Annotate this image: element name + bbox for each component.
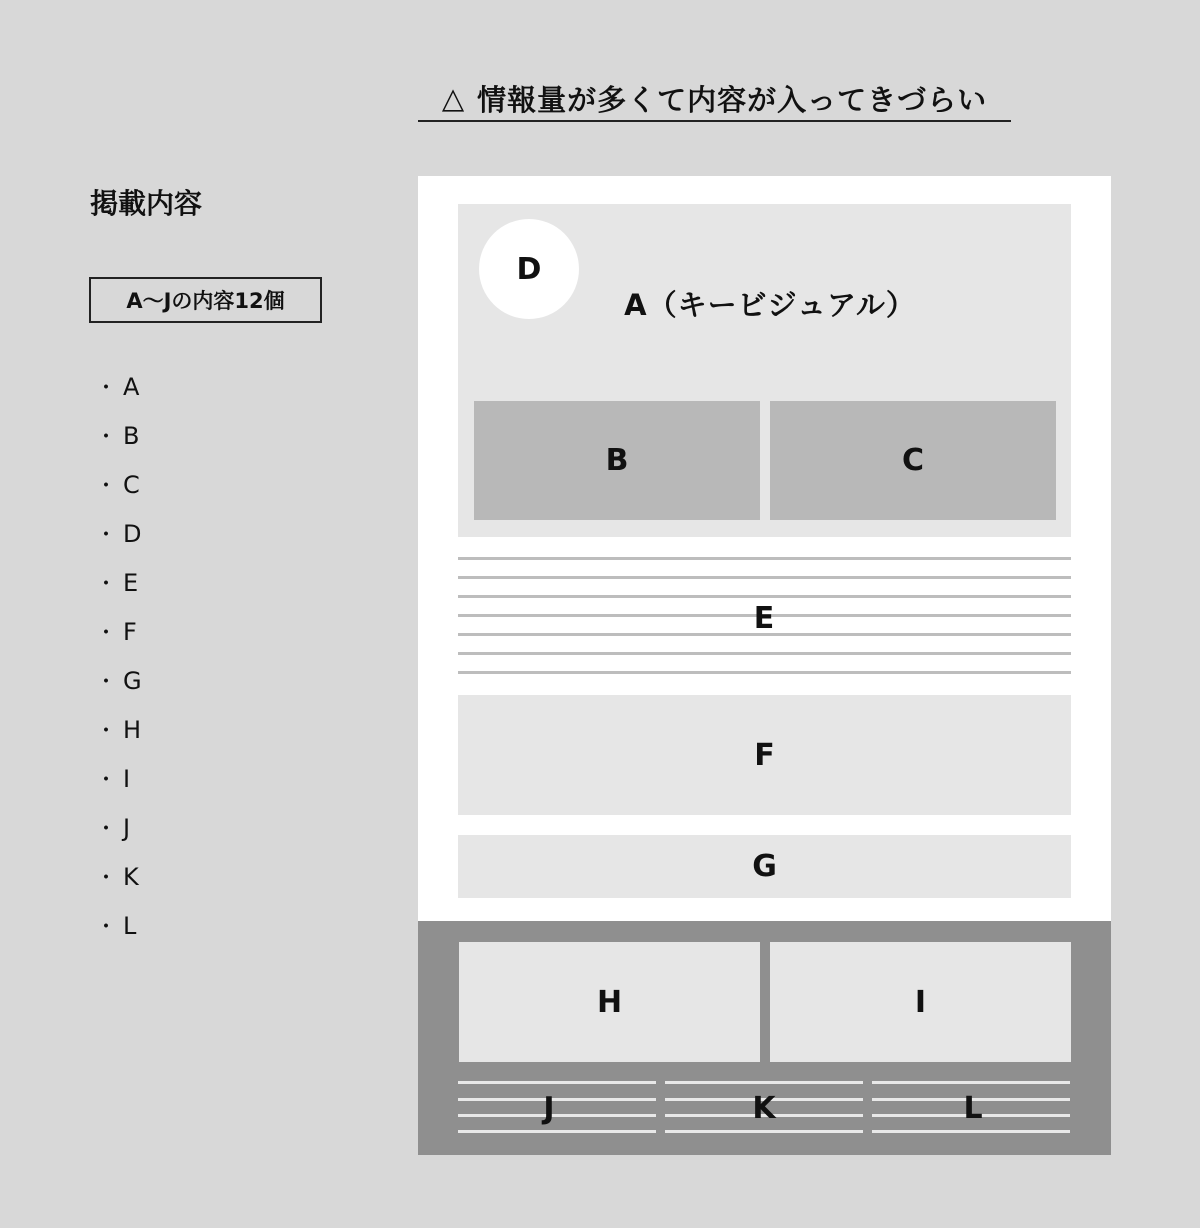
block-i: I xyxy=(770,942,1071,1062)
list-item xyxy=(95,656,142,705)
list-item-label: H xyxy=(123,715,142,744)
list-item xyxy=(95,460,142,509)
list-item xyxy=(95,558,142,607)
list-item-label: G xyxy=(123,666,142,695)
verdict-text: 情報量が多くて内容が入ってきづらい xyxy=(477,82,988,117)
list-item xyxy=(95,803,142,852)
block-e-line xyxy=(458,557,1071,560)
list-item xyxy=(95,607,142,656)
list-item-label: I xyxy=(123,764,131,793)
block-k-line xyxy=(665,1081,863,1084)
block-g: G xyxy=(458,835,1071,898)
list-item xyxy=(95,705,142,754)
bullet-mark: ・ xyxy=(95,523,118,548)
block-k-label: K xyxy=(752,1090,776,1126)
list-item xyxy=(95,411,142,460)
bullet-mark: ・ xyxy=(95,670,118,695)
block-l-label: L xyxy=(963,1090,983,1126)
list-item-label: A xyxy=(123,372,140,401)
block-j-label: J xyxy=(543,1090,555,1126)
block-l-line xyxy=(872,1130,1070,1133)
list-item xyxy=(95,852,142,901)
block-a-label: A（キービジュアル） xyxy=(624,287,916,322)
block-e-label: E xyxy=(753,600,775,636)
bullet-mark: ・ xyxy=(95,817,118,842)
list-item xyxy=(95,754,142,803)
bullet-mark: ・ xyxy=(95,474,118,499)
list-item xyxy=(95,362,142,411)
block-d-circle: D xyxy=(479,219,579,319)
block-j-line xyxy=(458,1081,656,1084)
block-f: F xyxy=(458,695,1071,815)
bullet-mark: ・ xyxy=(95,572,118,597)
bullet-mark: ・ xyxy=(95,621,118,646)
bullet-mark: ・ xyxy=(95,376,118,401)
block-e-line xyxy=(458,652,1071,655)
list-item-label: J xyxy=(123,813,131,842)
block-b: B xyxy=(474,401,760,520)
verdict-heading xyxy=(418,76,1011,122)
list-item-label: B xyxy=(123,421,140,450)
bullet-mark: ・ xyxy=(95,866,118,891)
list-item-label: F xyxy=(123,617,137,646)
block-k-line xyxy=(665,1130,863,1133)
block-j-line xyxy=(458,1130,656,1133)
triangle-icon: △ xyxy=(441,81,466,115)
list-item-label: K xyxy=(123,862,139,891)
bullet-mark: ・ xyxy=(95,425,118,450)
list-item xyxy=(95,901,142,950)
bullet-mark: ・ xyxy=(95,768,118,793)
block-e-line xyxy=(458,671,1071,674)
bullet-mark: ・ xyxy=(95,915,118,940)
block-l-line xyxy=(872,1081,1070,1084)
section-title: 掲載内容 xyxy=(90,187,203,220)
list-item-label: D xyxy=(123,519,142,548)
block-h: H xyxy=(459,942,760,1062)
list-item-label: E xyxy=(123,568,139,597)
content-item-list xyxy=(95,362,142,950)
list-item-label: C xyxy=(123,470,140,499)
content-count-box: A〜Jの内容12個 xyxy=(89,277,322,323)
list-item xyxy=(95,509,142,558)
bullet-mark: ・ xyxy=(95,719,118,744)
block-c: C xyxy=(770,401,1056,520)
list-item-label: L xyxy=(123,911,137,940)
block-e-line xyxy=(458,576,1071,579)
